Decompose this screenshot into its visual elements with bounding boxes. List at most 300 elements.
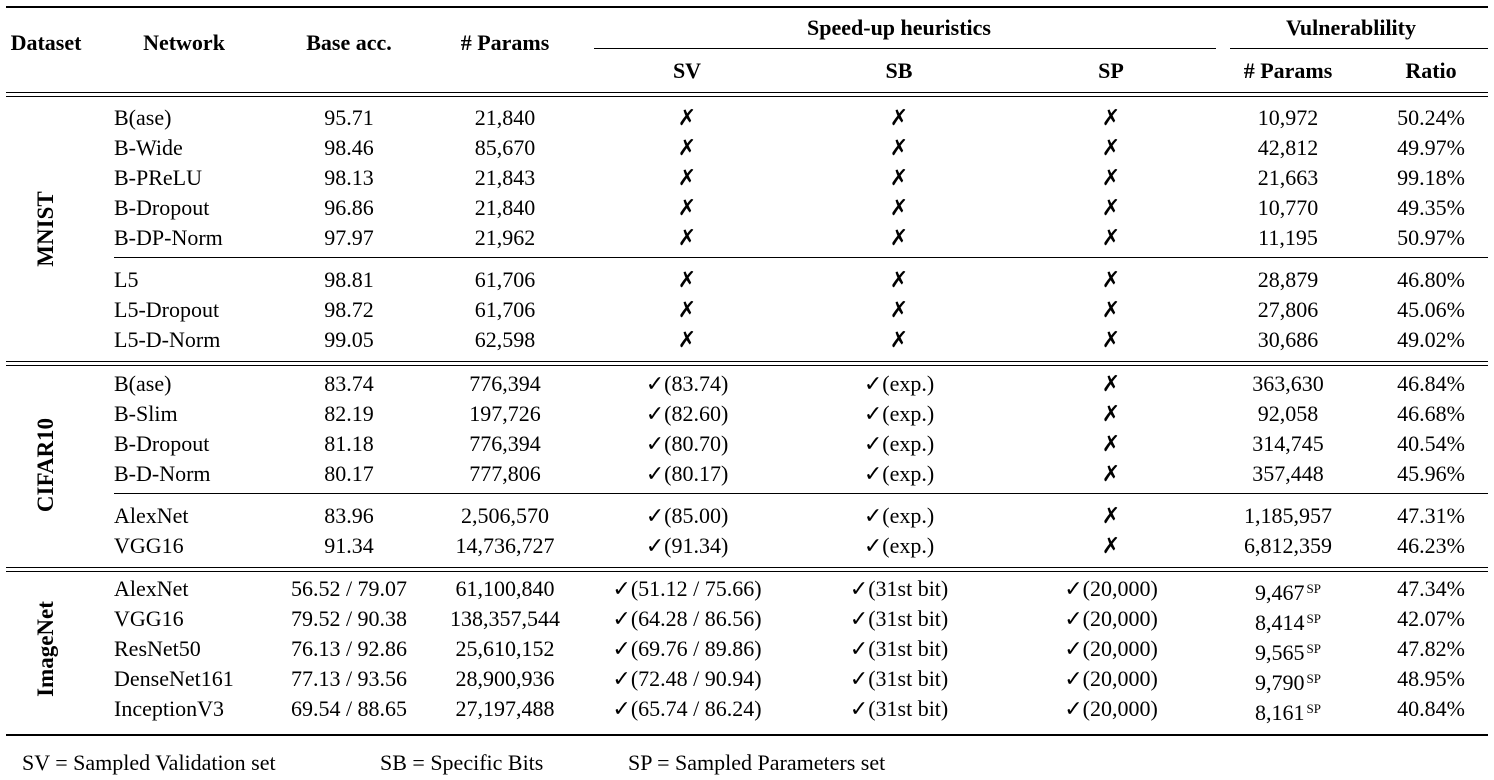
ratio-cell-text: 50.24%	[1397, 105, 1465, 130]
block-rule	[114, 257, 1488, 258]
params-cell-text: 21,843	[474, 165, 536, 190]
ratio-cell	[1397, 325, 1465, 355]
sp-cell	[1064, 664, 1158, 694]
vuln-params-cell	[1258, 399, 1319, 429]
network-cell	[114, 694, 224, 724]
params-cell-text: 2,506,570	[461, 503, 549, 528]
header-speedup: Speed-up heuristics	[807, 15, 991, 40]
ratio-cell	[1397, 295, 1465, 325]
base-acc-cell	[291, 604, 407, 634]
params-cell	[450, 604, 560, 634]
header-vulnerability: Vulnerablility	[1286, 15, 1416, 40]
ratio-cell	[1397, 399, 1465, 429]
base-acc-cell	[324, 223, 374, 253]
network-cell-text: ResNet50	[114, 636, 201, 661]
sb-cell	[850, 634, 948, 664]
sb-cell	[864, 501, 934, 531]
sv-cell-text: ✗	[677, 135, 697, 160]
base-acc-cell-text: 98.46	[324, 135, 374, 160]
vuln-params-cell	[1252, 429, 1324, 459]
params-cell-text: 62,598	[474, 327, 536, 352]
base-acc-cell	[291, 574, 407, 604]
sp-cell-text: ✗	[1101, 225, 1121, 250]
sv-cell	[678, 223, 696, 253]
sv-cell-text: ✗	[677, 225, 697, 250]
sp-cell-text: ✗	[1101, 105, 1121, 130]
params-cell	[456, 574, 555, 604]
ratio-cell-text: 49.02%	[1397, 327, 1465, 352]
sp-cell-text: ✓(20,000)	[1064, 666, 1158, 691]
vuln-params-cell-text: 21,663	[1257, 165, 1319, 190]
base-acc-cell	[324, 265, 374, 295]
sp-cell-text: ✓(20,000)	[1064, 606, 1158, 631]
sp-cell	[1064, 574, 1158, 604]
params-cell-text: 27,197,488	[455, 696, 555, 721]
network-cell	[114, 604, 184, 634]
network-cell	[114, 459, 211, 489]
sb-cell-text: ✗	[889, 327, 909, 352]
network-cell	[114, 501, 189, 531]
base-acc-cell	[324, 459, 374, 489]
sp-cell-text: ✗	[1101, 431, 1121, 456]
sv-cell-text: ✓(83.74)	[645, 371, 729, 396]
base-acc-cell	[324, 295, 374, 325]
sv-cell-text: ✓(80.17)	[645, 461, 729, 486]
vuln-params-cell-text: 314,745	[1252, 431, 1324, 456]
sb-cell-text: ✗	[889, 195, 909, 220]
bottom-rule	[6, 734, 1488, 736]
network-cell-text: B-Dropout	[114, 195, 210, 220]
network-cell	[114, 574, 189, 604]
sv-cell	[612, 604, 761, 634]
sb-cell-text: ✓(exp.)	[863, 401, 935, 426]
ratio-cell	[1397, 531, 1465, 561]
base-acc-cell	[324, 399, 374, 429]
sb-cell	[850, 574, 948, 604]
dataset-label: ImageNet	[33, 601, 58, 697]
params-cell	[475, 163, 536, 193]
ratio-cell	[1397, 664, 1465, 694]
network-cell	[114, 193, 209, 223]
base-acc-cell-text: 98.13	[324, 165, 374, 190]
vuln-params-cell-text: 9,467	[1255, 580, 1305, 605]
block-rule	[114, 493, 1488, 494]
sp-cell	[1102, 163, 1120, 193]
sb-cell-text: ✓(exp.)	[863, 461, 935, 486]
sp-cell	[1102, 459, 1120, 489]
base-acc-cell-text: 76.13 / 92.86	[290, 636, 408, 661]
sp-cell	[1102, 265, 1120, 295]
network-cell-text: VGG16	[114, 533, 184, 558]
params-cell	[469, 369, 541, 399]
sb-cell	[890, 265, 908, 295]
sv-cell	[612, 634, 761, 664]
network-cell	[114, 163, 202, 193]
sv-cell-text: ✗	[677, 297, 697, 322]
vuln-params-cell-text: 1,185,957	[1244, 503, 1332, 528]
footnote-sb: SB = Specific Bits	[380, 750, 544, 775]
sp-cell-text: ✗	[1101, 297, 1121, 322]
params-cell-text: 61,706	[474, 297, 536, 322]
vuln-params-cell	[1258, 325, 1319, 355]
base-acc-cell	[324, 193, 374, 223]
ratio-cell-text: 50.97%	[1397, 225, 1465, 250]
vuln-params-sup: SP	[1306, 581, 1321, 596]
header-rule-2	[6, 96, 1488, 97]
ratio-cell	[1397, 459, 1465, 489]
ratio-cell	[1397, 163, 1465, 193]
network-cell-text: B-Dropout	[114, 431, 210, 456]
base-acc-cell-text: 56.52 / 79.07	[290, 576, 408, 601]
vuln-params-cell-text: 42,812	[1257, 135, 1319, 160]
sb-cell-text: ✓(exp.)	[863, 503, 935, 528]
network-cell	[114, 103, 171, 133]
ratio-cell-text: 99.18%	[1397, 165, 1465, 190]
base-acc-cell	[324, 133, 374, 163]
vuln-params-sup: SP	[1306, 611, 1321, 626]
sb-cell-text: ✓(31st bit)	[849, 576, 949, 601]
vuln-params-cell-text: 28,879	[1257, 267, 1319, 292]
network-cell-text: L5-D-Norm	[114, 327, 221, 352]
group-rule-1	[6, 361, 1488, 362]
network-cell-text: B-DP-Norm	[114, 225, 223, 250]
sv-cell	[678, 295, 696, 325]
sv-cell-text: ✓(72.48 / 90.94)	[612, 666, 762, 691]
sb-cell	[864, 531, 934, 561]
base-acc-cell-text: 83.96	[324, 503, 374, 528]
params-cell	[469, 459, 541, 489]
sv-cell	[646, 459, 729, 489]
network-cell	[114, 325, 220, 355]
header-network: Network	[143, 30, 225, 55]
base-acc-cell-text: 91.34	[324, 533, 374, 558]
params-cell	[475, 265, 536, 295]
sp-cell	[1102, 223, 1120, 253]
sb-cell	[890, 223, 908, 253]
sp-cell-text: ✗	[1101, 371, 1121, 396]
vuln-params-cell	[1244, 501, 1332, 531]
sp-cell-text: ✗	[1101, 401, 1121, 426]
sp-cell-text: ✗	[1101, 461, 1121, 486]
params-cell	[456, 694, 555, 724]
vuln-params-cell-text: 11,195	[1258, 225, 1318, 250]
sv-cell	[678, 325, 696, 355]
vuln-params-cell	[1255, 634, 1321, 664]
vuln-params-cell	[1258, 103, 1319, 133]
base-acc-cell-text: 83.74	[324, 371, 374, 396]
sv-cell-text: ✓(80.70)	[645, 431, 729, 456]
network-cell-text: AlexNet	[114, 503, 189, 528]
network-cell	[114, 429, 209, 459]
base-acc-cell-text: 98.81	[324, 267, 374, 292]
params-cell	[456, 531, 555, 561]
ratio-cell	[1397, 265, 1465, 295]
ratio-cell	[1397, 223, 1465, 253]
ratio-cell-text: 40.54%	[1397, 431, 1465, 456]
base-acc-cell	[324, 369, 374, 399]
params-cell-text: 28,900,936	[455, 666, 555, 691]
sb-cell	[890, 163, 908, 193]
params-cell	[456, 634, 555, 664]
vuln-params-cell	[1255, 574, 1321, 604]
params-cell-text: 138,357,544	[450, 606, 560, 631]
ratio-cell	[1397, 103, 1465, 133]
vuln-params-cell	[1252, 369, 1324, 399]
vuln-params-cell	[1258, 223, 1318, 253]
sv-cell-text: ✗	[677, 165, 697, 190]
ratio-cell-text: 46.68%	[1397, 401, 1465, 426]
ratio-cell-text: 46.23%	[1397, 533, 1465, 558]
sp-cell-text: ✗	[1101, 533, 1121, 558]
sv-cell-text: ✓(82.60)	[645, 401, 729, 426]
base-acc-cell	[324, 531, 374, 561]
sp-cell-text: ✗	[1101, 165, 1121, 190]
network-cell-text: B-D-Norm	[114, 461, 211, 486]
sv-cell-text: ✗	[677, 105, 697, 130]
group-rule-2	[6, 571, 1488, 572]
sb-cell-text: ✗	[889, 297, 909, 322]
vuln-params-cell-text: 27,806	[1257, 297, 1319, 322]
vuln-params-cell-text: 8,161	[1255, 700, 1305, 725]
params-cell	[475, 223, 536, 253]
sv-cell-text: ✓(64.28 / 86.56)	[612, 606, 762, 631]
ratio-cell	[1397, 574, 1465, 604]
ratio-cell-text: 42.07%	[1397, 606, 1465, 631]
sp-cell-text: ✗	[1101, 135, 1121, 160]
network-cell-text: DenseNet161	[114, 666, 234, 691]
sb-cell-text: ✓(exp.)	[863, 533, 935, 558]
base-acc-cell-text: 80.17	[324, 461, 374, 486]
params-cell	[469, 429, 541, 459]
footnote-sp: SP = Sampled Parameters set	[628, 750, 886, 775]
base-acc-cell-text: 79.52 / 90.38	[290, 606, 408, 631]
sp-cell-text: ✓(20,000)	[1064, 576, 1158, 601]
params-cell	[461, 501, 549, 531]
ratio-cell-text: 49.35%	[1397, 195, 1465, 220]
sv-cell	[612, 664, 761, 694]
ratio-cell-text: 45.96%	[1397, 461, 1465, 486]
base-acc-cell	[291, 634, 407, 664]
network-cell-text: B-Slim	[114, 401, 178, 426]
sb-cell-text: ✓(31st bit)	[849, 696, 949, 721]
network-cell	[114, 369, 171, 399]
sb-cell-text: ✗	[889, 165, 909, 190]
params-cell-text: 61,706	[474, 267, 536, 292]
sb-cell	[850, 604, 948, 634]
params-cell-text: 21,840	[474, 195, 536, 220]
sv-cell-text: ✓(51.12 / 75.66)	[612, 576, 762, 601]
sp-cell-text: ✗	[1101, 267, 1121, 292]
sb-cell-text: ✓(exp.)	[863, 371, 935, 396]
sb-cell	[850, 664, 948, 694]
group-rule-2	[6, 365, 1488, 366]
sp-cell	[1102, 193, 1120, 223]
ratio-cell-text: 40.84%	[1397, 696, 1465, 721]
ratio-cell	[1397, 501, 1465, 531]
top-rule	[6, 6, 1488, 8]
sp-cell	[1064, 694, 1158, 724]
vulnerability-rule	[1230, 48, 1488, 49]
params-cell-text: 21,962	[474, 225, 536, 250]
vuln-params-sup: SP	[1306, 641, 1321, 656]
base-acc-cell-text: 77.13 / 93.56	[290, 666, 408, 691]
vuln-params-cell-text: 9,790	[1255, 670, 1305, 695]
sb-cell	[850, 694, 948, 724]
base-acc-cell	[324, 163, 374, 193]
network-cell	[114, 399, 178, 429]
network-cell-text: B-PReLU	[114, 165, 202, 190]
vuln-params-sup: SP	[1306, 671, 1321, 686]
ratio-cell-text: 47.82%	[1397, 636, 1465, 661]
sv-cell	[678, 103, 696, 133]
speedup-rule	[594, 48, 1216, 49]
sv-cell-text: ✗	[677, 267, 697, 292]
network-cell-text: B(ase)	[114, 105, 172, 130]
network-cell-text: VGG16	[114, 606, 184, 631]
network-cell-text: AlexNet	[114, 576, 189, 601]
vuln-params-cell-text: 92,058	[1257, 401, 1319, 426]
base-acc-cell-text: 96.86	[324, 195, 374, 220]
sp-cell	[1102, 501, 1120, 531]
network-cell-text: B-Wide	[114, 135, 183, 160]
sv-cell-text: ✓(69.76 / 89.86)	[612, 636, 762, 661]
ratio-cell-text: 49.97%	[1397, 135, 1465, 160]
base-acc-cell	[291, 664, 407, 694]
sp-cell-text: ✓(20,000)	[1064, 636, 1158, 661]
params-cell	[475, 133, 536, 163]
footnote-sv: SV = Sampled Validation set	[22, 750, 276, 775]
sv-cell	[678, 193, 696, 223]
sb-cell-text: ✗	[889, 105, 909, 130]
params-cell	[456, 664, 555, 694]
sp-cell-text: ✗	[1101, 327, 1121, 352]
network-cell	[114, 664, 234, 694]
vuln-params-cell-text: 357,448	[1252, 461, 1324, 486]
vuln-params-cell-text: 10,972	[1257, 105, 1319, 130]
network-cell	[114, 223, 223, 253]
header-rule-1	[6, 92, 1488, 93]
params-cell	[475, 295, 536, 325]
vuln-params-cell	[1258, 295, 1319, 325]
base-acc-cell-text: 99.05	[324, 327, 374, 352]
header-sb: SB	[885, 58, 913, 83]
sb-cell-text: ✗	[889, 225, 909, 250]
sp-cell	[1102, 531, 1120, 561]
sp-cell-text: ✗	[1101, 195, 1121, 220]
vuln-params-sup: SP	[1306, 701, 1321, 716]
sv-cell	[646, 531, 729, 561]
sp-cell-text: ✗	[1101, 503, 1121, 528]
header-base-acc: Base acc.	[306, 30, 392, 55]
params-cell-text: 776,394	[469, 431, 541, 456]
network-cell	[114, 531, 184, 561]
sb-cell	[890, 295, 908, 325]
params-cell-text: 25,610,152	[455, 636, 555, 661]
vuln-params-cell-text: 8,414	[1255, 610, 1305, 635]
header-sv: SV	[672, 58, 702, 83]
sp-cell	[1102, 325, 1120, 355]
ratio-cell	[1397, 369, 1465, 399]
vuln-params-cell-text: 10,770	[1257, 195, 1319, 220]
base-acc-cell-text: 97.97	[324, 225, 374, 250]
base-acc-cell-text: 98.72	[324, 297, 374, 322]
params-cell-text: 777,806	[469, 461, 541, 486]
sb-cell-text: ✓(31st bit)	[849, 666, 949, 691]
ratio-cell	[1397, 193, 1465, 223]
ratio-cell-text: 46.80%	[1397, 267, 1465, 292]
header-vuln-params: # Params	[1243, 58, 1333, 83]
sb-cell	[890, 325, 908, 355]
network-cell	[114, 295, 219, 325]
ratio-cell	[1397, 604, 1465, 634]
sb-cell	[864, 459, 934, 489]
params-cell	[475, 193, 536, 223]
vuln-params-cell	[1255, 694, 1321, 724]
ratio-cell	[1397, 133, 1465, 163]
network-cell-text: L5-Dropout	[114, 297, 220, 322]
sb-cell-text: ✓(31st bit)	[849, 636, 949, 661]
sv-cell	[612, 574, 761, 604]
params-cell-text: 85,670	[474, 135, 536, 160]
sp-cell	[1102, 399, 1120, 429]
base-acc-cell	[324, 429, 374, 459]
vuln-params-cell	[1258, 163, 1319, 193]
sb-cell-text: ✗	[889, 267, 909, 292]
sv-cell-text: ✗	[677, 327, 697, 352]
base-acc-cell	[324, 103, 374, 133]
sb-cell	[890, 133, 908, 163]
base-acc-cell	[324, 501, 374, 531]
base-acc-cell-text: 69.54 / 88.65	[290, 696, 408, 721]
ratio-cell-text: 45.06%	[1397, 297, 1465, 322]
sv-cell	[646, 501, 729, 531]
ratio-cell-text: 47.34%	[1397, 576, 1465, 601]
vuln-params-cell	[1255, 664, 1321, 694]
params-cell-text: 61,100,840	[455, 576, 555, 601]
sv-cell	[646, 399, 729, 429]
sb-cell	[890, 103, 908, 133]
sv-cell-text: ✓(65.74 / 86.24)	[612, 696, 762, 721]
header-dataset: Dataset	[10, 30, 82, 55]
sv-cell	[612, 694, 761, 724]
sp-cell	[1064, 604, 1158, 634]
sv-cell	[646, 429, 729, 459]
sb-cell	[864, 369, 934, 399]
vuln-params-cell	[1244, 531, 1332, 561]
sb-cell-text: ✓(exp.)	[863, 431, 935, 456]
sv-cell	[678, 163, 696, 193]
ratio-cell-text: 47.31%	[1397, 503, 1465, 528]
vuln-params-cell	[1258, 193, 1319, 223]
header-sp: SP	[1098, 58, 1124, 83]
vuln-params-cell-text: 6,812,359	[1244, 533, 1332, 558]
vuln-params-cell-text: 363,630	[1252, 371, 1324, 396]
sv-cell	[678, 133, 696, 163]
ratio-cell	[1397, 429, 1465, 459]
vuln-params-cell	[1252, 459, 1324, 489]
network-cell-text: InceptionV3	[114, 696, 224, 721]
base-acc-cell-text: 81.18	[324, 431, 374, 456]
sp-cell	[1064, 634, 1158, 664]
vuln-params-cell	[1258, 265, 1319, 295]
header-params: # Params	[460, 30, 550, 55]
dataset-label: CIFAR10	[33, 417, 58, 513]
sb-cell	[864, 429, 934, 459]
network-cell	[114, 265, 138, 295]
params-cell-text: 776,394	[469, 371, 541, 396]
params-cell-text: 14,736,727	[455, 533, 555, 558]
dataset-label: MNIST	[33, 191, 58, 267]
